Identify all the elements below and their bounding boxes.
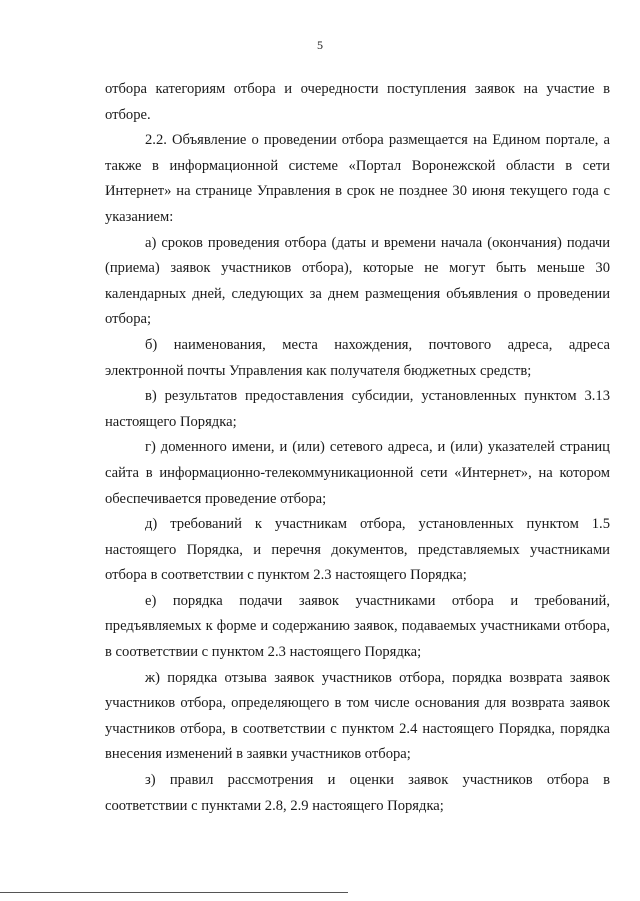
paragraph-2-2: 2.2. Объявление о проведении отбора размещается на Едином портале, а также в информационной системе «Портал Воронежской области в сети Интернет» на странице Управления в срок не позднее 30 июня текущего года с указанием:	[105, 132, 610, 225]
list-item-v: в) результатов предоставления субсидии, установленных пунктом 3.13 настоящего Порядка;	[105, 388, 610, 430]
list-item-zh: ж) порядка отзыва заявок участников отбора, порядка возврата заявок участников отбора, определяющего в том числе основания для возврата заявок участников отбора, в соответствии с пунктом 2.4 настоящего Порядка, порядка внесения изменений в заявки участников отбора;	[105, 669, 610, 763]
list-item-e: е) порядка подачи заявок участниками отбора и требований, предъявляемых к форме и содержанию заявок, подаваемых участниками отбора, в соответствии с пунктом 2.3 настоящего Порядка;	[105, 592, 610, 661]
list-item-a: а) сроков проведения отбора (даты и времени начала (окончания) подачи (приема) заявок участников отбора), которые не могут быть меньше 30 календарных дней, следующих за днем размещения объявления о проведении отбора;	[105, 234, 610, 328]
list-item-z: з) правил рассмотрения и оценки заявок участников отбора в соответствии с пунктами 2.8, 2.9 настоящего Порядка;	[105, 772, 610, 814]
list-item-g: г) доменного имени, и (или) сетевого адреса, и (или) указателей страниц сайта в информационно-телекоммуникационной сети «Интернет», на котором обеспечивается проведение отбора;	[105, 439, 610, 507]
bottom-divider	[0, 892, 348, 893]
list-item-b: б) наименования, места нахождения, почтового адреса, адреса электронной почты Управления как получателя бюджетных средств;	[105, 336, 610, 379]
paragraph-continuation: отбора категориям отбора и очередности поступления заявок на участие в отборе.	[105, 81, 610, 123]
document-body	[105, 77, 610, 819]
list-item-d: д) требований к участникам отбора, установленных пунктом 1.5 настоящего Порядка, и перечня документов, представляемых участниками отбора в соответствии с пунктом 2.3 настоящего Порядка;	[105, 516, 610, 584]
page-number: 5	[317, 38, 323, 52]
